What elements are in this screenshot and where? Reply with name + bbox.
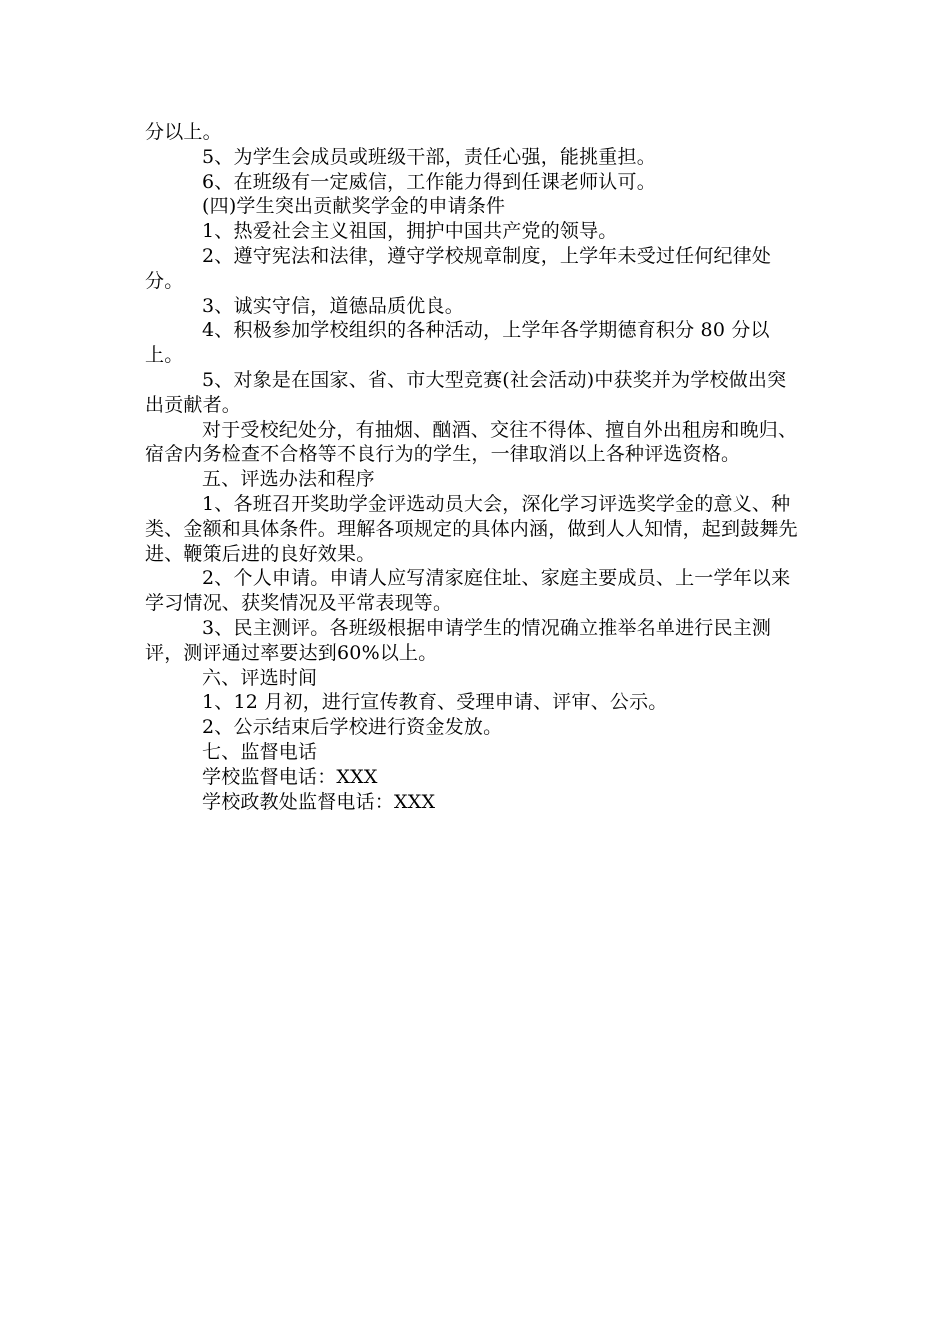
paragraph-12: 1、各班召开奖助学金评选动员大会，深化学习评选奖学金的意义、种类、金额和具体条件。理解各项规定的具体内涵，做到人人知情，起到鼓舞先进、鞭策后进的良好效果。 <box>145 492 798 565</box>
paragraph-8: 4、积极参加学校组织的各种活动，上学年各学期德育积分 80 分以上。 <box>145 319 770 367</box>
section-heading-4: (四)学生突出贡献奖学金的申请条件 <box>202 195 506 218</box>
section-heading-5: 五、评选办法和程序 <box>202 468 375 491</box>
paragraph-5: 1、热爱社会主义祖国，拥护中国共产党的领导。 <box>202 220 618 243</box>
section-heading-6: 六、评选时间 <box>202 666 318 689</box>
paragraph-7: 3、诚实守信，道德品质优良。 <box>202 294 464 317</box>
paragraph-6: 2、遵守宪法和法律，遵守学校规章制度，上学年未受过任何纪律处分。 <box>145 244 772 292</box>
paragraph-14: 3、民主测评。各班级根据申请学生的情况确立推举名单进行民主测评，测评通过率要达到60%以上。 <box>145 616 772 664</box>
paragraph-3: 6、在班级有一定威信，工作能力得到任课老师认可。 <box>202 170 656 193</box>
paragraph-10: 对于受校纪处分，有抽烟、酗酒、交往不得体、擅自外出租房和晚归、宿舍内务检查不合格等不良行为的学生，一律取消以上各种评选资格。 <box>145 418 798 466</box>
paragraph-1: 分以上。 <box>145 121 222 143</box>
section-heading-7: 七、监督电话 <box>202 740 318 763</box>
paragraph-13: 2、个人申请。申请人应写清家庭住址、家庭主要成员、上一学年以来学习情况、获奖情况及平常表现等。 <box>145 567 791 615</box>
office-phone-line: 学校政教处监督电话：XXX <box>202 790 436 813</box>
paragraph-17: 2、公示结束后学校进行资金发放。 <box>202 716 503 739</box>
paragraph-9: 5、对象是在国家、省、市大型竞赛(社会活动)中获奖并为学校做出突出贡献者。 <box>145 368 787 416</box>
paragraph-16: 1、12 月初，进行宣传教育、受理申请、评审、公示。 <box>202 691 668 714</box>
paragraph-2: 5、为学生会成员或班级干部，责任心强，能挑重担。 <box>202 145 656 168</box>
school-phone-line: 学校监督电话：XXX <box>202 765 378 788</box>
document-page <box>145 120 805 814</box>
